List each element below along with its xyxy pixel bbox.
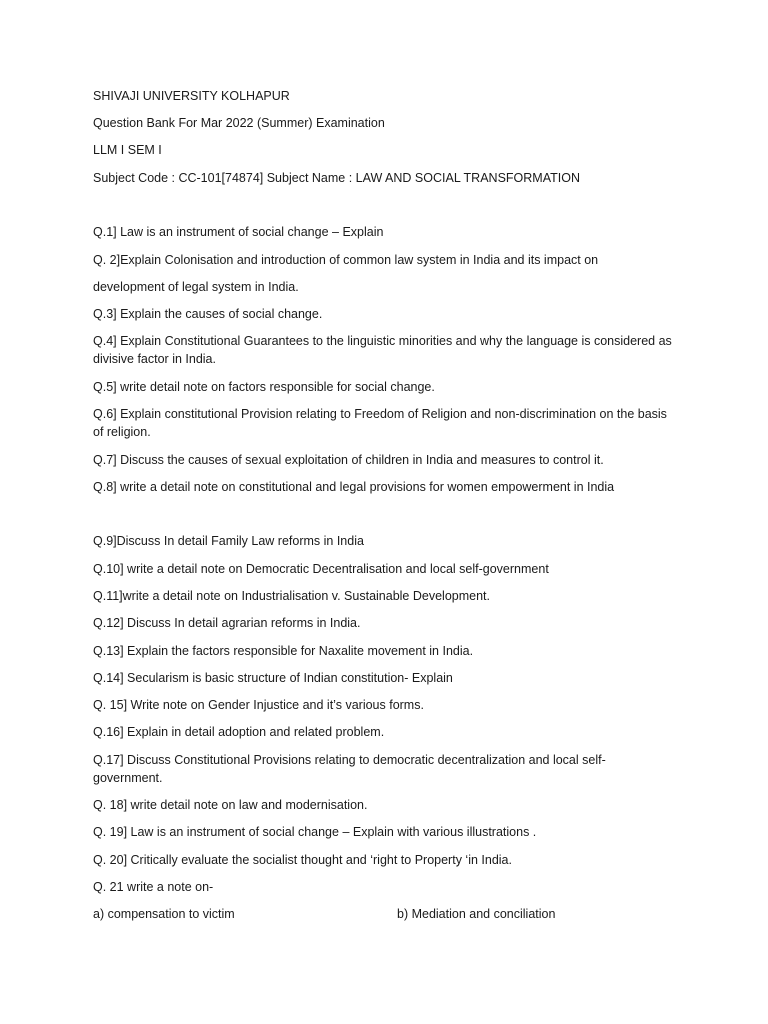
question-11: Q.11]write a detail note on Industrialisation v. Sustainable Development. — [93, 589, 490, 603]
question-14: Q.14] Secularism is basic structure of Indian constitution- Explain — [93, 671, 453, 685]
subject-line: Subject Code : CC-101[74874] Subject Name : LAW AND SOCIAL TRANSFORMATION — [93, 171, 580, 185]
question-17: Q.17] Discuss Constitutional Provisions relating to democratic decentralization and local self-government. — [93, 753, 606, 785]
exam-title: Question Bank For Mar 2022 (Summer) Examination — [93, 116, 385, 130]
question-3: Q.3] Explain the causes of social change. — [93, 307, 323, 321]
question-8: Q.8] write a detail note on constitutional and legal provisions for women empowerment in India — [93, 480, 615, 494]
question-13: Q.13] Explain the factors responsible for Naxalite movement in India. — [93, 644, 474, 658]
subpart-b: b) Mediation and conciliation — [397, 907, 556, 921]
question-21: Q. 21 write a note on- — [93, 880, 214, 894]
question-7: Q.7] Discuss the causes of sexual exploitation of children in India and measures to control it. — [93, 453, 604, 467]
question-1: Q.1] Law is an instrument of social change – Explain — [93, 225, 384, 239]
question-16: Q.16] Explain in detail adoption and related problem. — [93, 725, 385, 739]
subpart-a: a) compensation to victim — [93, 907, 235, 921]
question-2-continued: development of legal system in India. — [93, 280, 299, 294]
question-19: Q. 19] Law is an instrument of social change – Explain with various illustrations . — [93, 825, 537, 839]
question-10: Q.10] write a detail note on Democratic Decentralisation and local self-government — [93, 562, 549, 576]
question-20: Q. 20] Critically evaluate the socialist thought and ‘right to Property ‘in India. — [93, 853, 512, 867]
university-name: SHIVAJI UNIVERSITY KOLHAPUR — [93, 89, 290, 103]
question-15: Q. 15] Write note on Gender Injustice and it’s various forms. — [93, 698, 424, 712]
question-2: Q. 2]Explain Colonisation and introduction of common law system in India and its impact on — [93, 253, 599, 267]
question-9: Q.9]Discuss In detail Family Law reforms in India — [93, 534, 364, 548]
question-4: Q.4] Explain Constitutional Guarantees to the linguistic minorities and why the language is considered as divisive factor in India. — [93, 334, 672, 366]
question-5: Q.5] write detail note on factors responsible for social change. — [93, 380, 435, 394]
question-12: Q.12] Discuss In detail agrarian reforms in India. — [93, 616, 361, 630]
question-18: Q. 18] write detail note on law and modernisation. — [93, 798, 368, 812]
question-6: Q.6] Explain constitutional Provision relating to Freedom of Religion and non-discrimination on the basis of religion. — [93, 407, 667, 439]
course-name: LLM I SEM I — [93, 143, 162, 157]
